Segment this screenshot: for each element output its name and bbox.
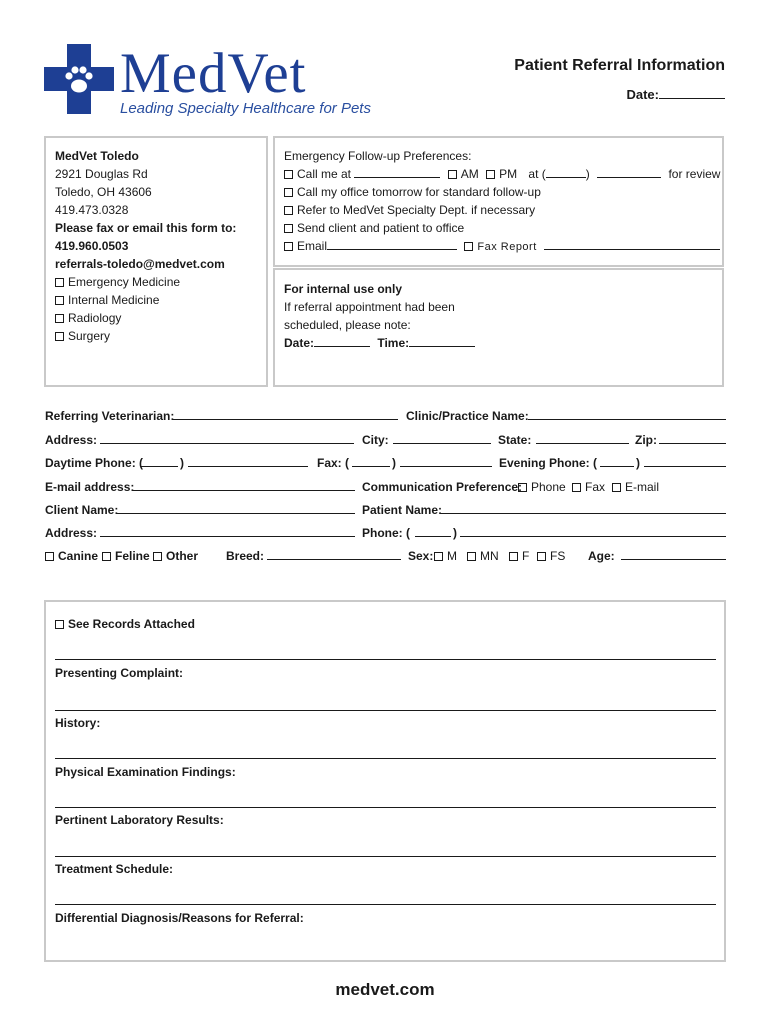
client-address-label: Address: bbox=[45, 526, 98, 540]
checkbox[interactable] bbox=[55, 332, 64, 341]
sex-m-option[interactable]: M bbox=[434, 549, 457, 563]
breed-label: Breed: bbox=[226, 549, 265, 563]
state-blank[interactable] bbox=[536, 433, 629, 444]
client-phone-label: Phone: ( bbox=[362, 526, 410, 540]
email-row bbox=[45, 480, 726, 494]
patient-name-label: Patient Name: bbox=[362, 503, 443, 517]
call-phone-blank[interactable] bbox=[597, 167, 661, 178]
area-code-blank[interactable] bbox=[546, 167, 586, 178]
call-time-blank[interactable] bbox=[354, 167, 440, 178]
treatment-schedule-label[interactable]: Treatment Schedule: bbox=[55, 862, 174, 876]
checkbox[interactable] bbox=[509, 552, 518, 561]
checkbox[interactable] bbox=[55, 296, 64, 305]
lab-results-label[interactable]: Pertinent Laboratory Results: bbox=[55, 813, 224, 827]
clinic-info-box bbox=[44, 136, 268, 387]
checkbox[interactable] bbox=[284, 188, 293, 197]
checkbox[interactable] bbox=[434, 552, 443, 561]
address-row bbox=[45, 433, 726, 447]
presenting-complaint-label[interactable]: Presenting Complaint: bbox=[55, 666, 184, 680]
sex-f-option[interactable]: F bbox=[509, 549, 529, 563]
clinic-name: MedVet Toledo bbox=[55, 149, 139, 163]
evening-area-blank[interactable] bbox=[600, 456, 634, 467]
internal-time-blank[interactable] bbox=[409, 336, 475, 347]
checkbox[interactable] bbox=[45, 552, 54, 561]
differential-diagnosis-label[interactable]: Differential Diagnosis/Reasons for Referral: bbox=[55, 911, 304, 925]
state-label: State: bbox=[498, 433, 532, 447]
evening-phone-label: Evening Phone: ( bbox=[499, 456, 598, 470]
comm-email-option[interactable]: E-mail bbox=[612, 480, 659, 494]
client-address-row: Address: Phone: ( ) bbox=[45, 526, 726, 540]
fax-report-blank[interactable] bbox=[544, 239, 720, 250]
header-date-field[interactable] bbox=[626, 87, 725, 102]
checkbox[interactable] bbox=[537, 552, 546, 561]
internal-use-box bbox=[273, 268, 724, 387]
pm-checkbox[interactable] bbox=[486, 170, 495, 179]
internal-date-time[interactable]: Date: Time: bbox=[284, 334, 475, 352]
history-label[interactable]: History: bbox=[55, 716, 101, 730]
internal-note-2: scheduled, please note: bbox=[284, 318, 411, 332]
client-row bbox=[45, 503, 726, 517]
followup-option-email-fax[interactable]: Email Fax Report bbox=[284, 237, 714, 256]
patient-name-blank[interactable] bbox=[440, 503, 726, 514]
clinic-city: Toledo, OH 43606 bbox=[55, 185, 152, 199]
see-records-option[interactable]: See Records Attached bbox=[55, 617, 195, 631]
city-label: City: bbox=[362, 433, 389, 447]
department-option[interactable]: Emergency Medicine bbox=[55, 273, 236, 291]
checkbox[interactable] bbox=[153, 552, 162, 561]
physical-exam-label[interactable]: Physical Examination Findings: bbox=[55, 765, 236, 779]
internal-heading: For internal use only bbox=[284, 282, 403, 296]
checkbox[interactable] bbox=[284, 206, 293, 215]
internal-date-blank[interactable] bbox=[314, 336, 370, 347]
daytime-phone-blank[interactable] bbox=[188, 456, 308, 467]
internal-note-1: If referral appointment had been bbox=[284, 300, 455, 314]
checkbox[interactable] bbox=[467, 552, 476, 561]
section-divider bbox=[55, 710, 716, 711]
checkbox[interactable] bbox=[518, 483, 527, 492]
email-blank[interactable] bbox=[327, 239, 457, 250]
email-checkbox[interactable] bbox=[284, 242, 293, 251]
evening-phone-blank[interactable] bbox=[644, 456, 726, 467]
fax-report-checkbox[interactable] bbox=[464, 242, 473, 251]
checkbox[interactable] bbox=[55, 314, 64, 323]
species-feline-option[interactable]: Feline bbox=[102, 549, 150, 563]
clinic-name-blank[interactable] bbox=[528, 409, 726, 420]
brand-tagline: Leading Specialty Healthcare for Pets bbox=[120, 100, 371, 117]
fax-number-blank[interactable] bbox=[400, 456, 492, 467]
sex-mn-option[interactable]: MN bbox=[467, 549, 499, 563]
city-blank[interactable] bbox=[393, 433, 491, 444]
client-name-label: Client Name: bbox=[45, 503, 119, 517]
comm-pref-label: Communication Preference: bbox=[362, 480, 523, 494]
checkbox[interactable] bbox=[284, 224, 293, 233]
section-divider bbox=[55, 807, 716, 808]
comm-phone-option[interactable]: Phone bbox=[518, 480, 566, 494]
checkbox[interactable] bbox=[284, 170, 293, 179]
age-blank[interactable] bbox=[621, 549, 726, 560]
date-blank[interactable] bbox=[659, 88, 725, 99]
clinic-email[interactable]: referrals-toledo@medvet.com bbox=[55, 257, 225, 271]
checkbox[interactable] bbox=[55, 278, 64, 287]
referring-vet-blank[interactable] bbox=[173, 409, 398, 420]
email-blank[interactable] bbox=[132, 480, 355, 491]
medvet-cross-logo-icon bbox=[44, 44, 114, 114]
am-checkbox[interactable] bbox=[448, 170, 457, 179]
comm-fax-option[interactable]: Fax bbox=[572, 480, 605, 494]
followup-option[interactable]: Refer to MedVet Specialty Dept. if necessary bbox=[284, 201, 714, 219]
address-label: Address: bbox=[45, 433, 98, 447]
clinic-phone: 419.473.0328 bbox=[55, 203, 129, 217]
species-other-option[interactable]: Other bbox=[153, 549, 198, 563]
department-option[interactable]: Surgery bbox=[55, 327, 236, 345]
followup-option-call[interactable]: Call me at AM PM at ( ) for review bbox=[284, 165, 714, 183]
footer-url[interactable]: medvet.com bbox=[335, 980, 435, 999]
client-phone-blank[interactable] bbox=[460, 526, 726, 537]
section-divider bbox=[55, 904, 716, 905]
sex-label: Sex: bbox=[408, 549, 434, 563]
email-label: E-mail address: bbox=[45, 480, 135, 494]
section-divider bbox=[55, 659, 716, 660]
followup-heading: Emergency Follow-up Preferences: bbox=[284, 149, 472, 163]
checkbox[interactable] bbox=[612, 483, 621, 492]
followup-option[interactable]: Send client and patient to office bbox=[284, 219, 714, 237]
clinic-street: 2921 Douglas Rd bbox=[55, 167, 148, 181]
date-label: Date: bbox=[626, 87, 659, 102]
zip-label: Zip: bbox=[635, 433, 657, 447]
department-option[interactable]: Internal Medicine bbox=[55, 291, 236, 309]
species-canine-option[interactable]: Canine bbox=[45, 549, 98, 563]
checkbox[interactable] bbox=[102, 552, 111, 561]
checkbox[interactable] bbox=[55, 620, 64, 629]
daytime-phone-label: Daytime Phone: ( bbox=[45, 456, 144, 470]
daytime-area-blank[interactable] bbox=[140, 456, 178, 467]
client-name-blank[interactable] bbox=[117, 503, 355, 514]
section-divider bbox=[55, 758, 716, 759]
client-area-blank[interactable] bbox=[415, 526, 451, 537]
referring-vet-label: Referring Veterinarian: bbox=[45, 409, 175, 423]
fax-area-blank[interactable] bbox=[352, 456, 390, 467]
followup-preferences-box bbox=[273, 136, 724, 267]
page-title: Patient Referral Information bbox=[514, 57, 725, 74]
referring-vet-row bbox=[45, 409, 726, 423]
fax-label: Fax: ( bbox=[317, 456, 350, 470]
clinic-fax: 419.960.0503 bbox=[55, 239, 129, 253]
section-divider bbox=[55, 856, 716, 857]
followup-option[interactable]: Call my office tomorrow for standard follow-up bbox=[284, 183, 714, 201]
brand-name: MedVet bbox=[120, 42, 307, 105]
checkbox[interactable] bbox=[572, 483, 581, 492]
sex-fs-option[interactable]: FS bbox=[537, 549, 565, 563]
department-option[interactable]: Radiology bbox=[55, 309, 236, 327]
breed-blank[interactable] bbox=[267, 549, 401, 560]
fax-prompt: Please fax or email this form to: bbox=[55, 221, 237, 235]
client-address-blank[interactable] bbox=[100, 526, 355, 537]
patient-details-row bbox=[45, 549, 726, 563]
records-box bbox=[44, 600, 726, 962]
phone-row: Daytime Phone: ( ) Fax: ( ) Evening Phone: ( ) bbox=[45, 456, 726, 470]
zip-blank[interactable] bbox=[659, 433, 726, 444]
clinic-name-label: Clinic/Practice Name: bbox=[406, 409, 529, 423]
address-blank[interactable] bbox=[100, 433, 354, 444]
age-label: Age: bbox=[588, 549, 615, 563]
